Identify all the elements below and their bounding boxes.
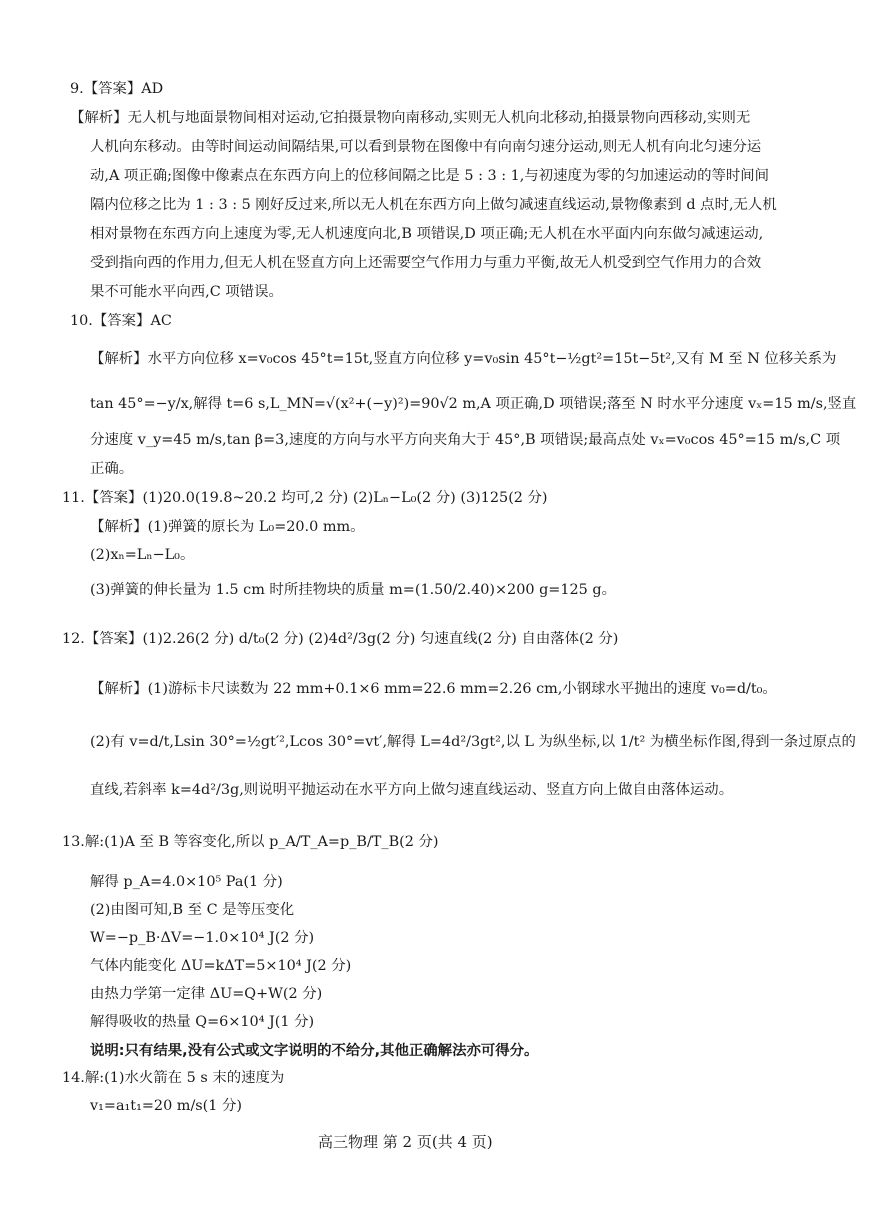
q13-line: 解得吸收的热量 Q=6×10⁴ J(1 分) (90, 1014, 315, 1030)
q9-line: 动,A 项正确;图像中像素点在东西方向上的位移间隔之比是 5 : 3 : 1,与初速度为零的匀加速运动的等时间间 (90, 168, 770, 184)
q13-line: W=−p_B·ΔV=−1.0×10⁴ J(2 分) (90, 930, 315, 946)
q14-line: v₁=a₁t₁=20 m/s(1 分) (90, 1098, 243, 1114)
q9-answer: 9.【答案】AD (70, 81, 164, 97)
page-footer: 高三物理 第 2 页(共 4 页) (318, 1133, 493, 1151)
q13-line: 13.解:(1)A 至 B 等容变化,所以 p_A/T_A=p_B/T_B(2 分) (62, 834, 439, 850)
q12-answer: 12.【答案】(1)2.26(2 分) d/t₀(2 分) (2)4d²/3g(2 分) 匀速直线(2 分) 自由落体(2 分) (62, 631, 619, 647)
q13-line: 气体内能变化 ΔU=kΔT=5×10⁴ J(2 分) (90, 958, 352, 974)
q9-line: 人机向东移动。由等时间运动间隔结果,可以看到景物在图像中有向南匀速分运动,则无人机有向北匀速分运 (90, 139, 762, 155)
q10-answer: 10.【答案】AC (70, 313, 172, 329)
q11-line: (3)弹簧的伸长量为 1.5 cm 时所挂物块的质量 m=(1.50/2.40)×200 g=125 g。 (90, 582, 617, 598)
q11-line: (2)xₙ=Lₙ−L₀。 (90, 547, 195, 563)
q9-line: 【解析】无人机与地面景物间相对运动,它拍摄景物向南移动,实则无人机向北移动,拍摄景物向西移动,实则无 (70, 110, 751, 126)
q10-line: 【解析】水平方向位移 x=v₀cos 45°t=15t,竖直方向位移 y=v₀sin 45°t−½gt²=15t−5t²,又有 M 至 N 位移关系为 (90, 351, 837, 367)
q12-line: 直线,若斜率 k=4d²/3g,则说明平抛运动在水平方向上做匀速直线运动、竖直方向上做自由落体运动。 (90, 782, 734, 798)
q10-line: tan 45°=−y/x,解得 t=6 s,L_MN=√(x²+(−y)²)=90√2 m,A 项正确,D 项错误;落至 N 时水平分速度 vₓ=15 m/s,竖直 (90, 396, 857, 412)
q13-line: (2)由图可知,B 至 C 是等压变化 (90, 902, 295, 918)
q11-answer: 11.【答案】(1)20.0(19.8~20.2 均可,2 分) (2)Lₙ−L₀(2 分) (3)125(2 分) (62, 490, 548, 506)
q9-line: 相对景物在东西方向上速度为零,无人机速度向北,B 项错误,D 项正确;无人机在水平面内向东做匀减速运动, (90, 226, 764, 242)
q13-line: 解得 p_A=4.0×10⁵ Pa(1 分) (90, 874, 283, 890)
q11-line: 【解析】(1)弹簧的原长为 L₀=20.0 mm。 (90, 519, 365, 535)
q10-line: 正确。 (90, 461, 134, 477)
q9-line: 受到指向西的作用力,但无人机在竖直方向上还需要空气作用力与重力平衡,故无人机受到空气作用力的合效 (90, 255, 762, 271)
q13-scoring-note: 说明:只有结果,没有公式或文字说明的不给分,其他正确解法亦可得分。 (90, 1043, 539, 1059)
q13-line: 由热力学第一定律 ΔU=Q+W(2 分) (90, 986, 323, 1002)
q10-line: 分速度 v_y=45 m/s,tan β=3,速度的方向与水平方向夹角大于 45°,B 项错误;最高点处 vₓ=v₀cos 45°=15 m/s,C 项 (90, 432, 841, 448)
q12-line: 【解析】(1)游标卡尺读数为 22 mm+0.1×6 mm=22.6 mm=2.26 cm,小钢球水平抛出的速度 v₀=d/t₀。 (90, 681, 777, 697)
q9-line: 果不可能水平向西,C 项错误。 (90, 284, 283, 300)
q9-line: 隔内位移之比为 1 : 3 : 5 刚好反过来,所以无人机在东西方向上做匀减速直线运动,景物像素到 d 点时,无人机 (90, 197, 777, 213)
q14-line: 14.解:(1)水火箭在 5 s 末的速度为 (62, 1070, 285, 1086)
q12-line: (2)有 v=d/t,Lsin 30°=½gt′²,Lcos 30°=vt′,解得 L=4d²/3gt²,以 L 为纵坐标,以 1/t² 为横坐标作图,得到一条过原点的 (90, 734, 856, 750)
